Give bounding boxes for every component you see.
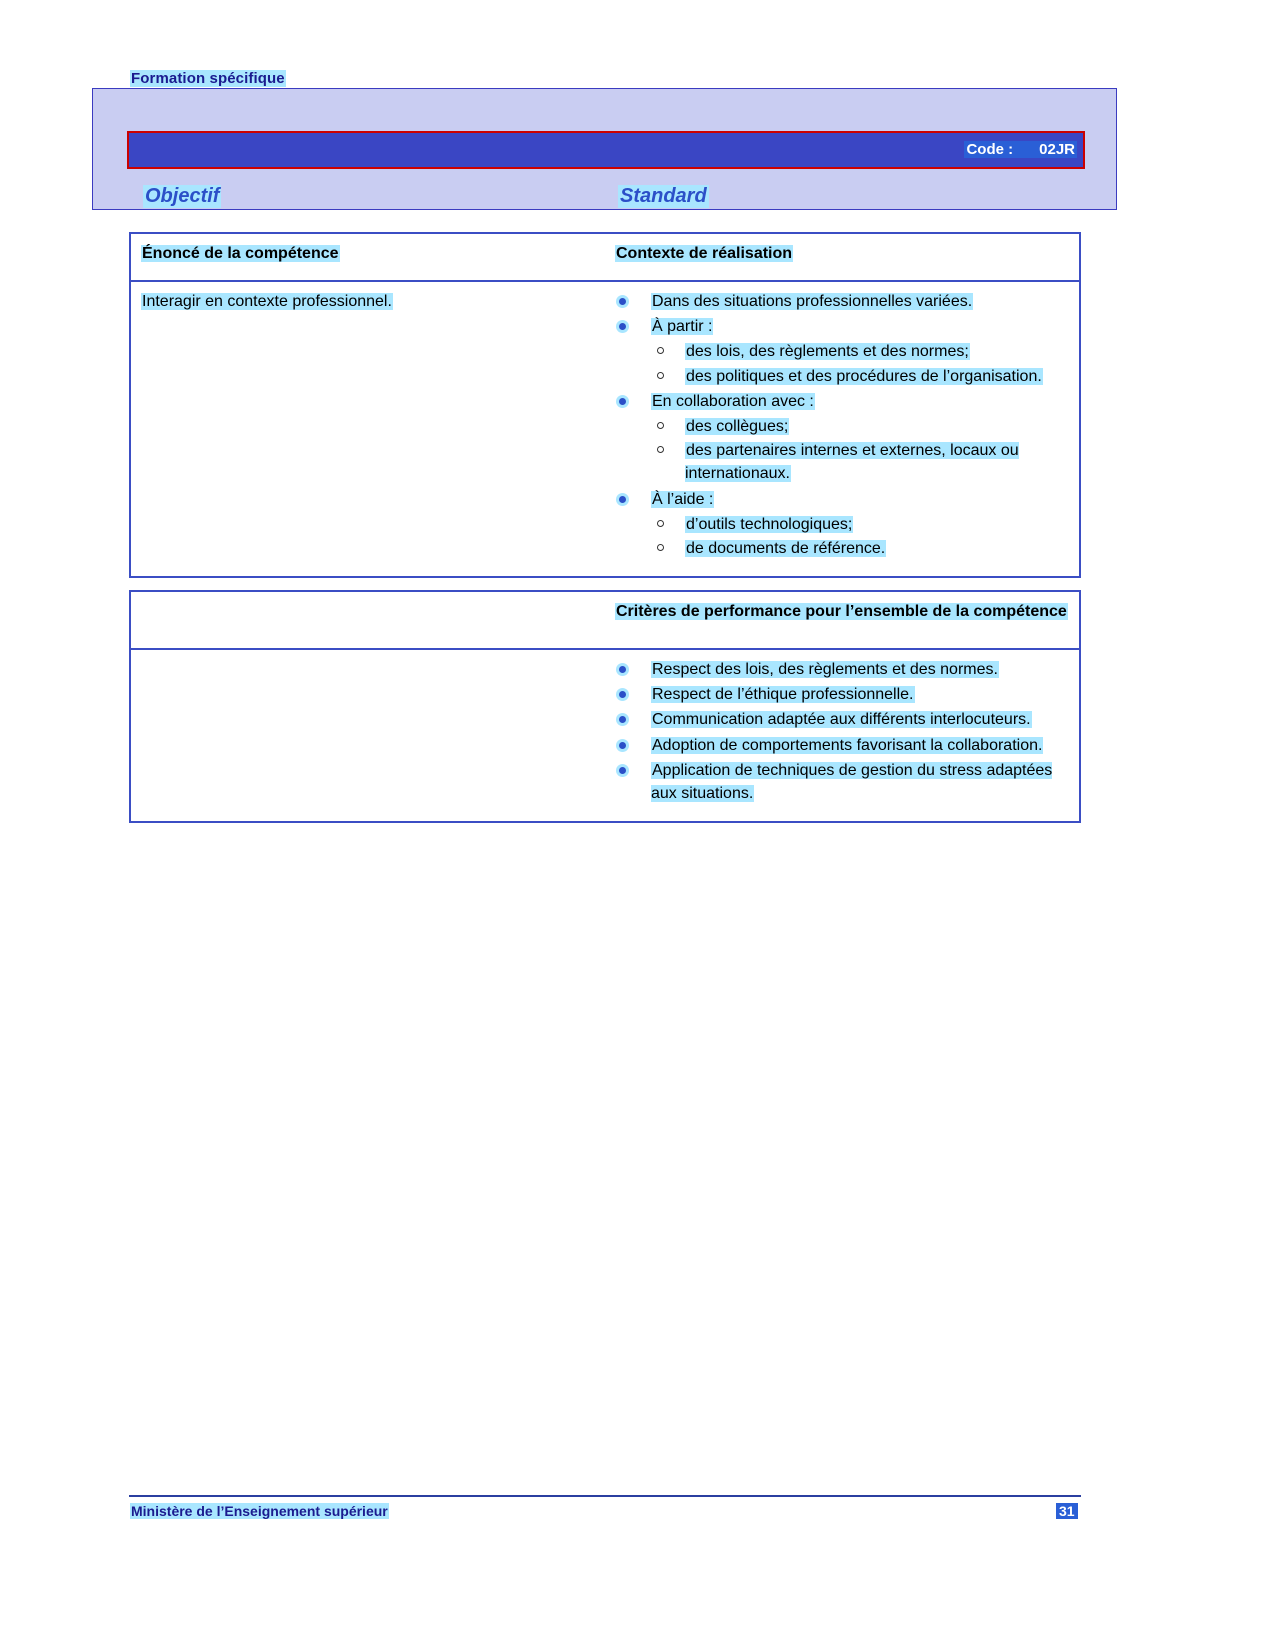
list-item [615,683,1069,706]
sub-list-item-label: des lois, des règlements et des normes; [686,343,969,361]
competence-statement-text: Interagir en contexte professionnel. [142,293,392,310]
sub-list [651,513,1069,560]
competence-table [129,232,1081,578]
competence-statement-header: Énoncé de la compétence [142,245,339,262]
list-item-label: Respect de l’éthique professionnelle. [652,686,914,704]
sub-list-item-label: des politiques et des procédures de l’organisation. [686,367,1042,385]
criteria-header-row [131,592,1079,648]
list-item [615,734,1069,757]
list-item-label: À l’aide : [652,490,714,508]
list-item [615,290,1069,313]
circle-bullet-icon [657,520,664,527]
sub-list-item-label: des collègues; [686,417,789,435]
circle-bullet-icon [657,372,664,379]
criteria-list-cell [611,650,1079,821]
footer-divider [129,1495,1081,1497]
competence-statement-cell [131,282,611,576]
sub-list-item [651,365,1069,388]
list-item-label: Respect des lois, des règlements et des normes. [652,661,998,678]
criteria-header: Critères de performance pour l’ensemble de la compétence [616,603,1067,620]
list-item-label: Communication adaptée aux différents interlocuteurs. [652,711,1031,729]
table-body-row [131,280,1079,576]
sub-list-item [651,537,1069,560]
list-item [615,315,1069,388]
criteria-body-row [131,648,1079,821]
section-label: Formation spécifique [131,70,285,87]
criteria-list [615,658,1069,805]
code-label: Code : [966,141,1014,158]
table-header-row [131,234,1079,280]
list-item [615,390,1069,486]
bullet-icon [619,691,626,698]
competence-statement-header-cell [131,234,611,280]
bullet-icon [619,298,626,305]
list-item-label: Dans des situations professionnelles variées. [652,293,973,310]
bullet-icon [619,742,626,749]
sub-list-item-label: de documents de référence. [686,539,886,557]
bullet-icon [619,398,626,405]
page-number: 31 [1056,1503,1078,1519]
performance-criteria-table [129,590,1081,823]
bullet-icon [619,716,626,723]
realisation-context-header-cell [611,234,1079,280]
circle-bullet-icon [657,544,664,551]
code-value: 02JR [1039,141,1075,158]
sub-list-item [651,513,1069,536]
sub-list [651,415,1069,486]
objectif-heading: Objectif [145,185,220,207]
circle-bullet-icon [657,422,664,429]
list-item [615,488,1069,561]
sub-list-item-label: des partenaires internes et externes, locaux ou internationaux. [685,442,1019,483]
competence-code [964,141,1077,158]
objective-standard-banner [92,88,1117,210]
criteria-header-cell [611,592,1079,648]
list-item [615,759,1069,805]
realisation-context-header: Contexte de réalisation [616,245,793,262]
list-item [615,708,1069,731]
circle-bullet-icon [657,347,664,354]
criteria-empty-cell-2 [131,650,611,821]
sub-list [651,340,1069,387]
footer-organization: Ministère de l’Enseignement supérieur [131,1503,388,1519]
list-item-label: En collaboration avec : [652,392,814,410]
bullet-icon [619,767,626,774]
bullet-icon [619,496,626,503]
bullet-icon [619,323,626,330]
realisation-context-cell [611,282,1079,576]
standard-heading: Standard [620,185,707,207]
code-bar [127,131,1085,169]
list-item-label: À partir : [652,318,713,336]
list-item [615,658,1069,681]
sub-list-item [651,439,1069,485]
list-item-label: Application de techniques de gestion du stress adaptées aux situations. [651,761,1053,802]
sub-list-item [651,415,1069,438]
sub-list-item [651,340,1069,363]
list-item-label: Adoption de comportements favorisant la collaboration. [652,736,1043,754]
criteria-empty-cell [131,592,611,648]
bullet-icon [619,666,626,673]
circle-bullet-icon [657,446,664,453]
context-list [615,290,1069,560]
sub-list-item-label: d’outils technologiques; [686,515,853,533]
